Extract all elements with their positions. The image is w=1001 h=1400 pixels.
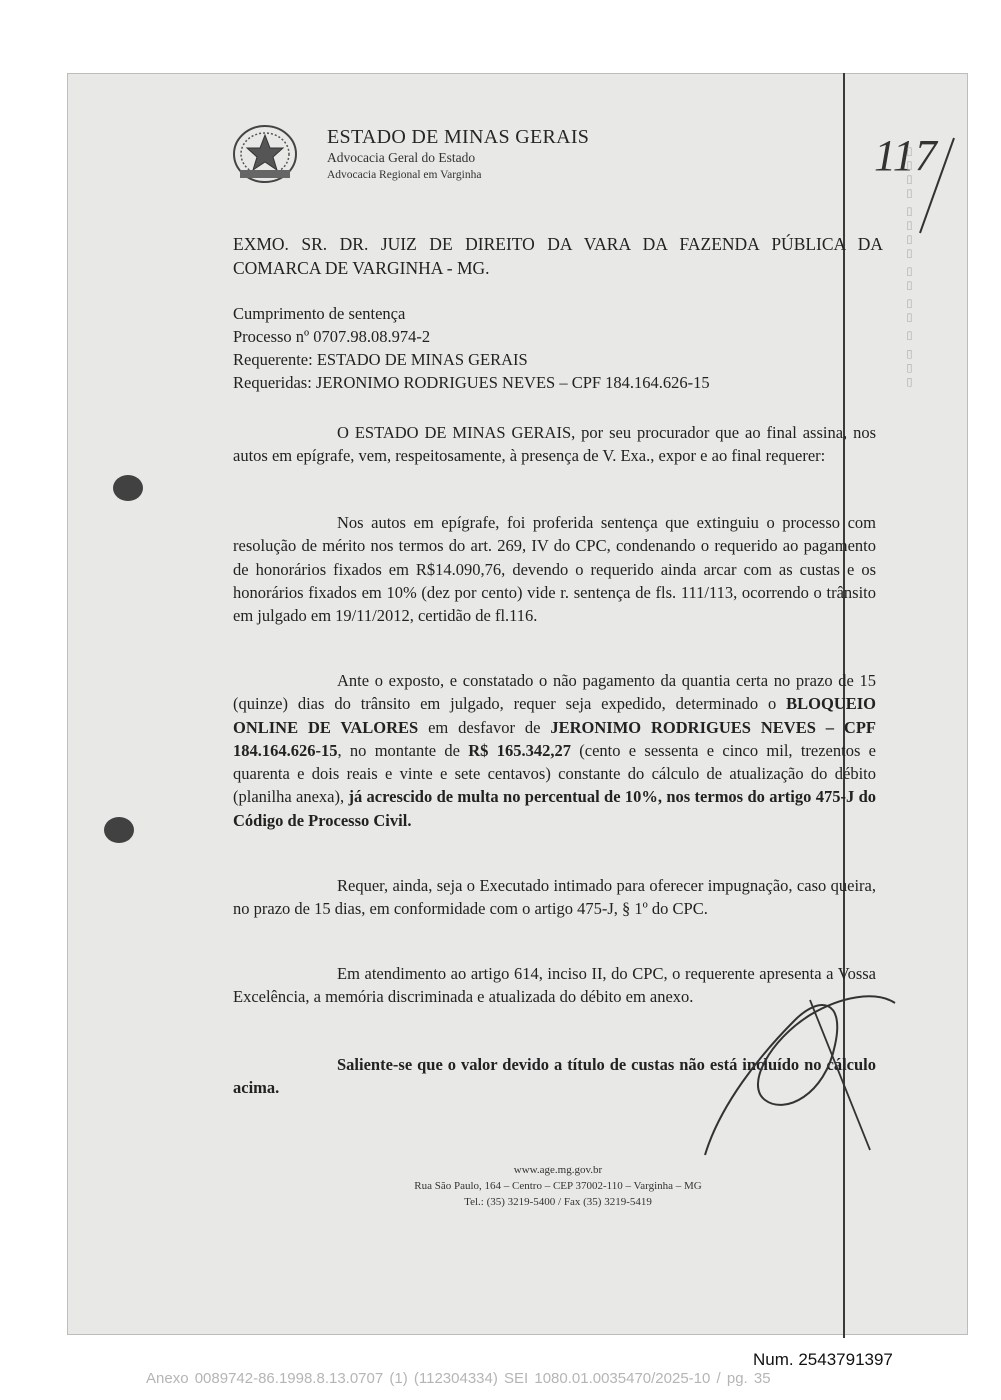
paragraph-notification-text: Requer, ainda, seja o Executado intimado para oferecer impugnação, caso queira, no prazo de 15 dias, em conformidade com o artigo 475-J, § 1º do CPC. (233, 876, 876, 919)
punch-hole (104, 817, 134, 843)
punch-hole (113, 475, 143, 501)
paragraph-intro (233, 421, 876, 468)
svg-text:117: 117 (874, 131, 937, 180)
handwritten-signature (690, 975, 910, 1165)
paragraph-calculation-text: Em atendimento ao artigo 614, inciso II, do CPC, o requerente apresenta a Vossa Excelência, a memória discriminada e atualizada do débito em anexo. (233, 964, 876, 1007)
footer-address: Rua São Paulo, 164 – Centro – CEP 37002-110 – Varginha – MG (414, 1180, 702, 1192)
request-text-a: Ante o exposto, e constatado o não pagamento da quantia certa no prazo de 15 (quinze) dias do trânsito em julgado, requer seja expedido, determinado o (233, 671, 876, 714)
document-reference-stamp: Anexo 0089742-86.1998.8.13.0707 (1) (112304334) SEI 1080.01.0035470/2025-10 / pg. 35 (146, 1370, 771, 1387)
paragraph-request (233, 669, 876, 832)
request-blocking: BLOQUEIO ONLINE DE VALORES (233, 694, 876, 737)
case-defendant: Requeridas: JERONIMO RODRIGUES NEVES – CPF 184.164.626-15 (233, 373, 710, 392)
paragraph-notification (233, 874, 876, 921)
document-number-stamp: Num. 2543791397 (753, 1350, 893, 1369)
header-subtitle: Advocacia Geral do Estado (327, 150, 476, 165)
paragraph-intro-text: O ESTADO DE MINAS GERAIS, por seu procurador que ao final assina, nos autos em epígrafe, vem, respeitosamente, à presença de V. Exa., expor e ao final requerer: (233, 423, 876, 466)
header-title: ESTADO DE MINAS GERAIS (327, 126, 590, 148)
paragraph-background (233, 511, 876, 627)
request-text-g: (cento e sessenta e cinco mil, trezentos e quarenta e dois reais e vinte e sete centavos) constante do cálculo de atualização do débito (planilha anexa), (233, 740, 876, 807)
case-subject: Cumprimento de sentença (233, 304, 406, 323)
request-fine: já acrescido de multa no percentual de 10%, nos termos do artigo 475-J do Código de Processo Civil. (233, 787, 877, 830)
paragraph-background-text: Nos autos em epígrafe, foi proferida sentença que extinguiu o processo com resolução de mérito nos termos do art. 269, IV do CPC, condenando o requerido ao pagamento de honorários fixados em R$14.090,76, devendo o requerido ainda arcar com as custas e os honorários fixados em 10% (dez por cento) vide r. sentença de fls. 111/113, ocorrendo o trânsito em julgado em 19/11/2012, certidão de fl.116. (233, 513, 876, 626)
request-debtor: JERONIMO RODRIGUES NEVES – CPF 184.164.626-15 (233, 717, 877, 760)
footer-website: www.age.mg.gov.br (513, 1164, 603, 1176)
case-plaintiff: Requerente: ESTADO DE MINAS GERAIS (233, 350, 528, 369)
case-info (233, 302, 710, 394)
addressee: EXMO. SR. DR. JUIZ DE DIREITO DA VARA DA FAZENDA PÚBLICA DA COMARCA DE VARGINHA - MG. (233, 234, 883, 278)
header-office: Advocacia Regional em Varginha (327, 169, 482, 181)
state-coat-of-arms-icon (232, 124, 298, 184)
margin-protocol-stamp: ▯▯▯ ▯ ▯▯ ▯▯ ▯▯▯▯ ▯▯▯▯ (904, 145, 916, 390)
request-text-e: , no montante de (337, 740, 469, 760)
case-process: Processo nº 0707.98.08.974-2 (233, 327, 431, 346)
request-amount: R$ 165.342,27 (468, 740, 571, 760)
request-text-c: em desfavor de (418, 717, 551, 737)
paragraph-costs-note-text: Saliente-se que o valor devido a título de custas não está incluído no cálculo acima. (233, 1055, 876, 1098)
footer-phone: Tel.: (35) 3219-5400 / Fax (35) 3219-5419 (464, 1196, 652, 1208)
